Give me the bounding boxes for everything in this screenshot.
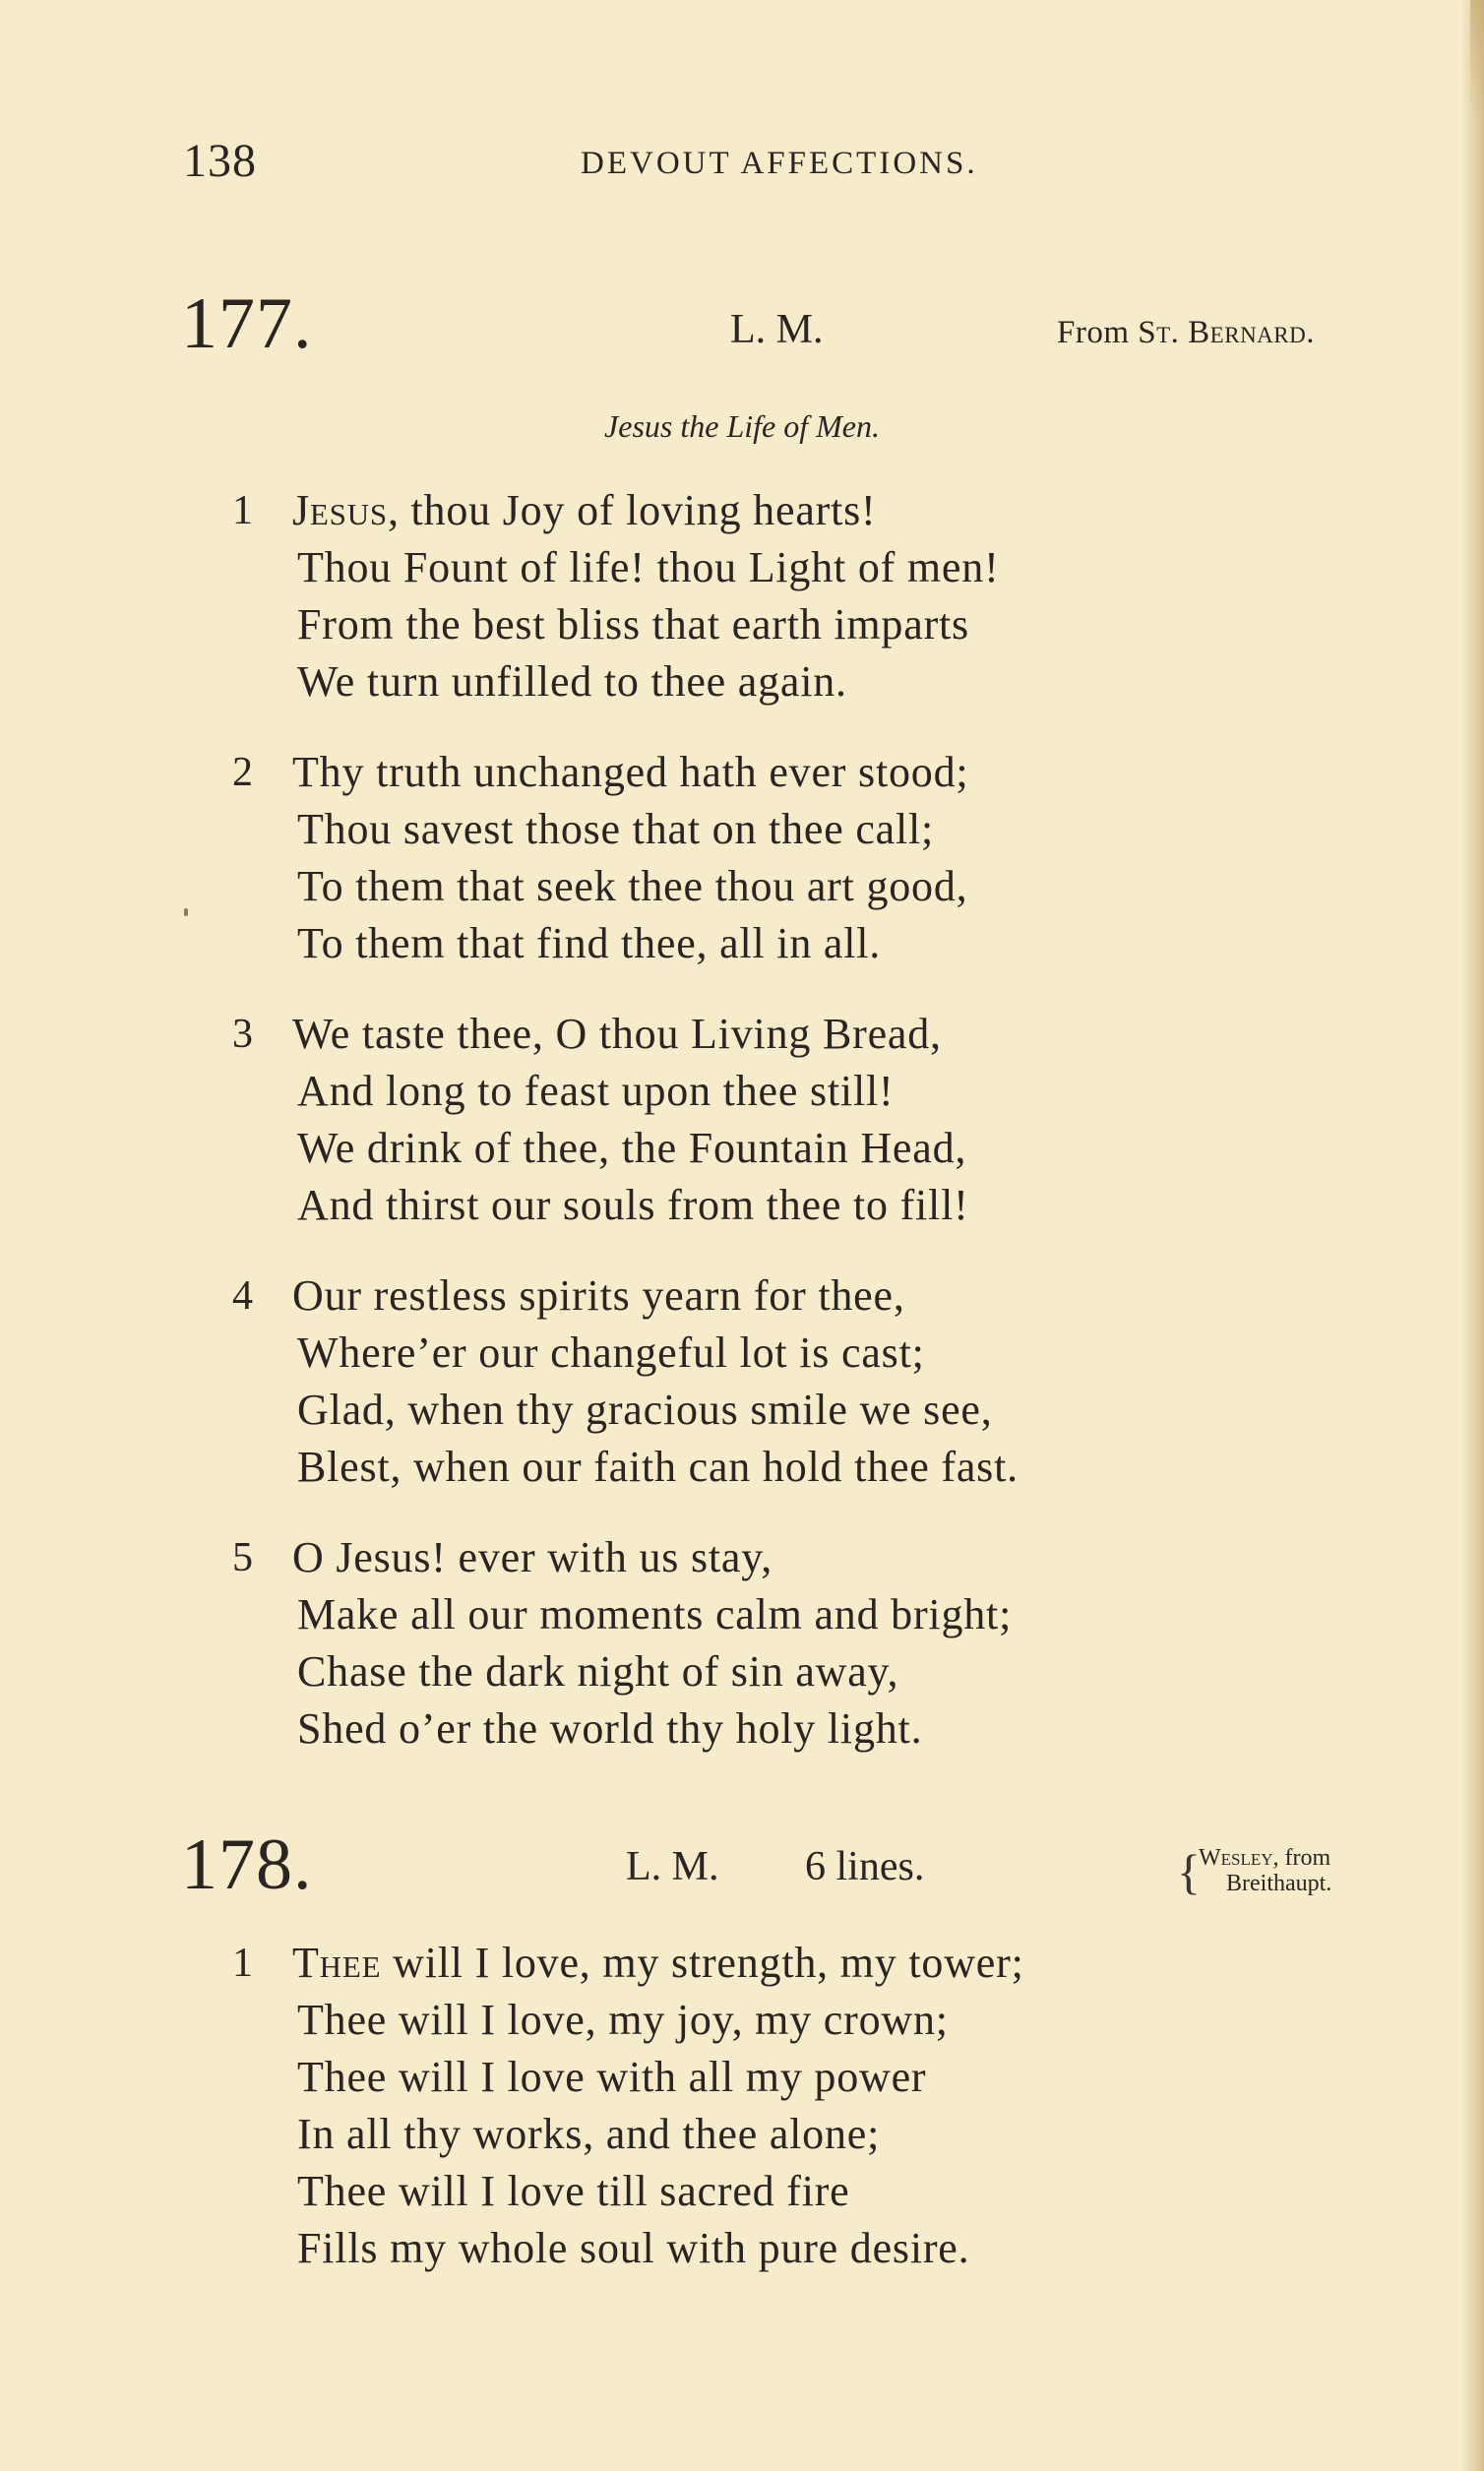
hymn-author [1057,313,1315,352]
verse-line: We turn unfilled to thee again. [297,657,847,706]
hymn-number: 177. [181,283,313,364]
hymn-177 [0,283,1484,366]
hymn-meter: L. M. [730,307,824,352]
verse-line: Fills my whole soul with pure desire. [297,2224,970,2272]
verse-line: Our restless spirits yearn for thee, [292,1271,905,1320]
verse-line [292,482,877,539]
author-name: St. Bernard. [1138,315,1315,350]
page-edge-shadow [1460,0,1484,2471]
verse-line: Thee will I love with all my power [297,2053,927,2101]
first-line-rest: will I love, my strength, my tower; [381,1939,1024,1987]
verse-line: Thou savest those that on thee call; [297,805,935,853]
stanza-number: 4 [232,1273,253,1319]
hymn-meter: L. M. [626,1844,719,1889]
verse-line [292,1935,1024,1992]
author-suffix: , from [1272,1845,1331,1871]
verse-line: And long to feast upon thee still! [297,1067,895,1115]
hymn-number: 178. [181,1824,313,1905]
first-word: Jesus [292,486,388,534]
verse-line: Glad, when thy gracious smile we see, [297,1386,993,1434]
stanza-number: 5 [232,1535,253,1580]
hymn-title: Jesus the Life of Men. [604,408,880,444]
verse-line: To them that find thee, all in all. [297,919,882,967]
verse-line: O Jesus! ever with us stay, [292,1533,773,1581]
verse-line: We taste thee, O thou Living Bread, [292,1010,942,1058]
first-word: Thee [292,1939,382,1987]
print-speck [184,908,188,916]
hymn-178-heading [0,1824,1484,1907]
verse-line: Thee will I love till sacred fire [297,2167,850,2215]
page-number: 138 [183,135,257,187]
stanza-number: 3 [232,1012,253,1057]
verse-line: From the best bliss that earth imparts [297,600,969,649]
author-name: Wesley [1199,1845,1273,1871]
verse-line: To them that seek thee thou art good, [297,862,968,910]
first-line-rest: , thou Joy of loving hearts! [387,486,877,534]
verse-line: Blest, when our faith can hold thee fast. [297,1443,1019,1491]
verse-line: Where’er our changeful lot is cast; [297,1328,925,1377]
hymn-177-heading [0,283,1484,366]
author-source: Breithaupt. [1226,1871,1332,1896]
verse-line: Make all our moments calm and bright; [297,1590,1013,1638]
stanza-number: 1 [232,1941,253,1986]
hymn-lines-count: 6 lines. [805,1844,925,1889]
verse-line: Chase the dark night of sin away, [297,1647,899,1696]
running-head: DEVOUT AFFECTIONS. [581,146,978,181]
hymn-author [1177,1844,1443,1903]
verse-line: Thee will I love, my joy, my crown; [297,1996,949,2044]
verse-line: Thou Fount of life! thou Light of men! [297,543,1000,591]
page-edge-stain [1470,0,1484,118]
stanza-number: 2 [232,750,253,795]
author-line [1199,1844,1330,1872]
brace-glyph: { [1177,1844,1201,1899]
author-prefix: From [1057,315,1139,350]
verse-line: And thirst our souls from thee to fill! [297,1181,969,1229]
stanza-number: 1 [232,488,253,533]
verse-line: We drink of thee, the Fountain Head, [297,1124,967,1172]
hymn-178 [0,1824,1484,1907]
page-header [0,134,1484,193]
verse-line: Thy truth unchanged hath ever stood; [292,748,969,796]
verse-line: In all thy works, and thee alone; [297,2110,881,2158]
verse-line: Shed o’er the world thy holy light. [297,1704,923,1753]
